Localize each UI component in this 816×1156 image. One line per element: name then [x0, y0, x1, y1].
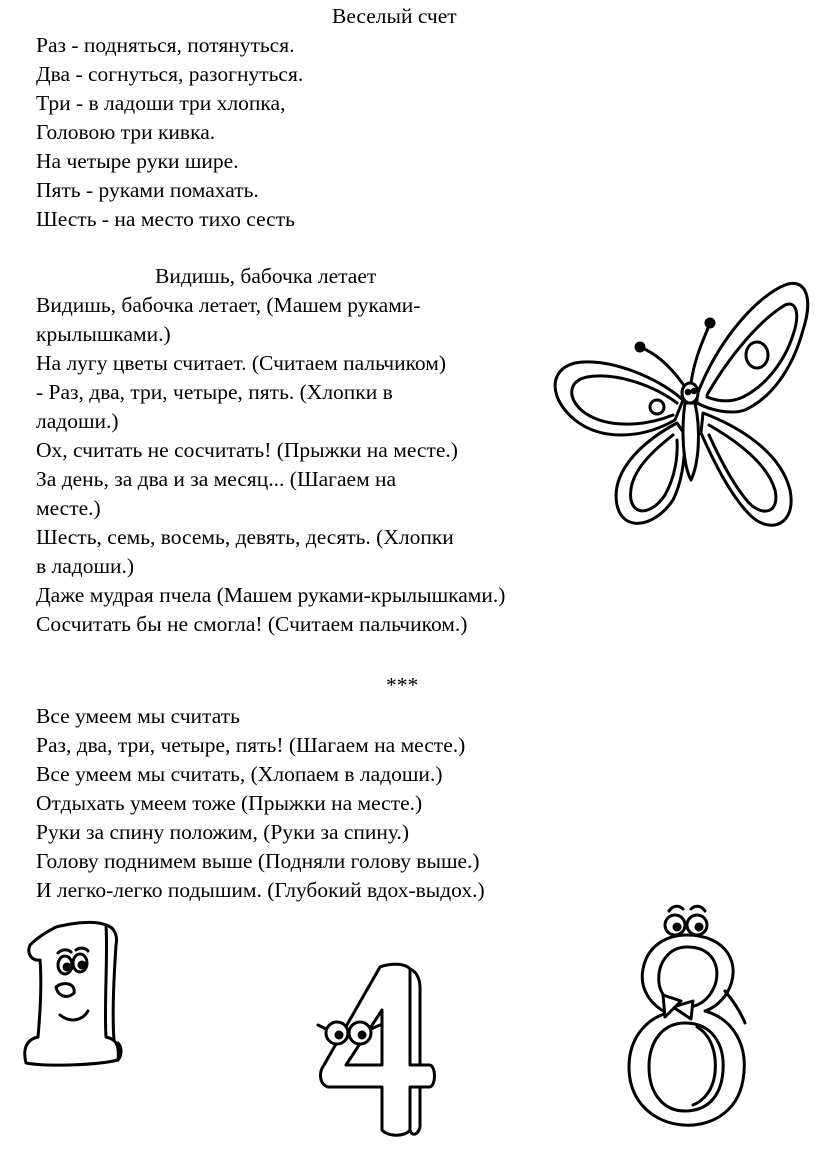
- poem2-line: Даже мудрая пчела (Машем руками-крылышками.): [36, 583, 506, 607]
- poem1-line: Три - в ладоши три хлопка,: [36, 91, 286, 115]
- poem2-line: Ох, считать не сосчитать! (Прыжки на месте.): [36, 438, 458, 462]
- digit-four-illustration: [310, 955, 445, 1145]
- poem2-line: Шесть, семь, восемь, девять, десять. (Хлопки: [36, 525, 454, 549]
- digit-one-illustration: [18, 915, 128, 1075]
- poem3-line: Голову поднимем выше (Подняли голову выше.): [36, 849, 480, 873]
- digit-eight-illustration: [615, 895, 760, 1135]
- poem2-line: в ладоши.): [36, 554, 135, 578]
- poem2-title: Видишь, бабочка летает: [155, 264, 377, 288]
- poem3-line: Руки за спину положим, (Руки за спину.): [36, 820, 410, 844]
- poem2-line: Видишь, бабочка летает, (Машем руками-: [36, 293, 421, 317]
- poem3-line: Раз, два, три, четыре, пять! (Шагаем на месте.): [36, 733, 466, 757]
- poem2-line: На лугу цветы считает. (Считаем пальчиком): [36, 351, 447, 375]
- poem2-line: Сосчитать бы не смогла! (Считаем пальчиком.): [36, 612, 468, 636]
- poem2-line: За день, за два и за месяц... (Шагаем на: [36, 467, 397, 491]
- poem1-line: Шесть - на место тихо сесть: [36, 207, 295, 231]
- poem1-line: На четыре руки шире.: [36, 149, 239, 173]
- poem3-separator: ***: [386, 673, 419, 697]
- poem3-line: Отдыхать умеем тоже (Прыжки на месте.): [36, 791, 423, 815]
- poem2-line: крылышками.): [36, 322, 171, 346]
- butterfly-illustration: [545, 275, 815, 565]
- poem1-line: Раз - подняться, потянуться.: [36, 33, 295, 57]
- poem1-line: Два - согнуться, разогнуться.: [36, 62, 304, 86]
- poem1-line: Головою три кивка.: [36, 120, 216, 144]
- poem2-line: ладоши.): [36, 409, 119, 433]
- poem3-line: Все умеем мы считать: [36, 704, 240, 728]
- poem3-line: Все умеем мы считать, (Хлопаем в ладоши.): [36, 762, 443, 786]
- poem2-line: - Раз, два, три, четыре, пять. (Хлопки в: [36, 380, 393, 404]
- poem1-line: Пять - руками помахать.: [36, 178, 259, 202]
- poem2-line: месте.): [36, 496, 101, 520]
- poem3-line: И легко-легко подышим. (Глубокий вдох-выдох.): [36, 878, 485, 902]
- poem1-title: Веселый счет: [332, 4, 457, 28]
